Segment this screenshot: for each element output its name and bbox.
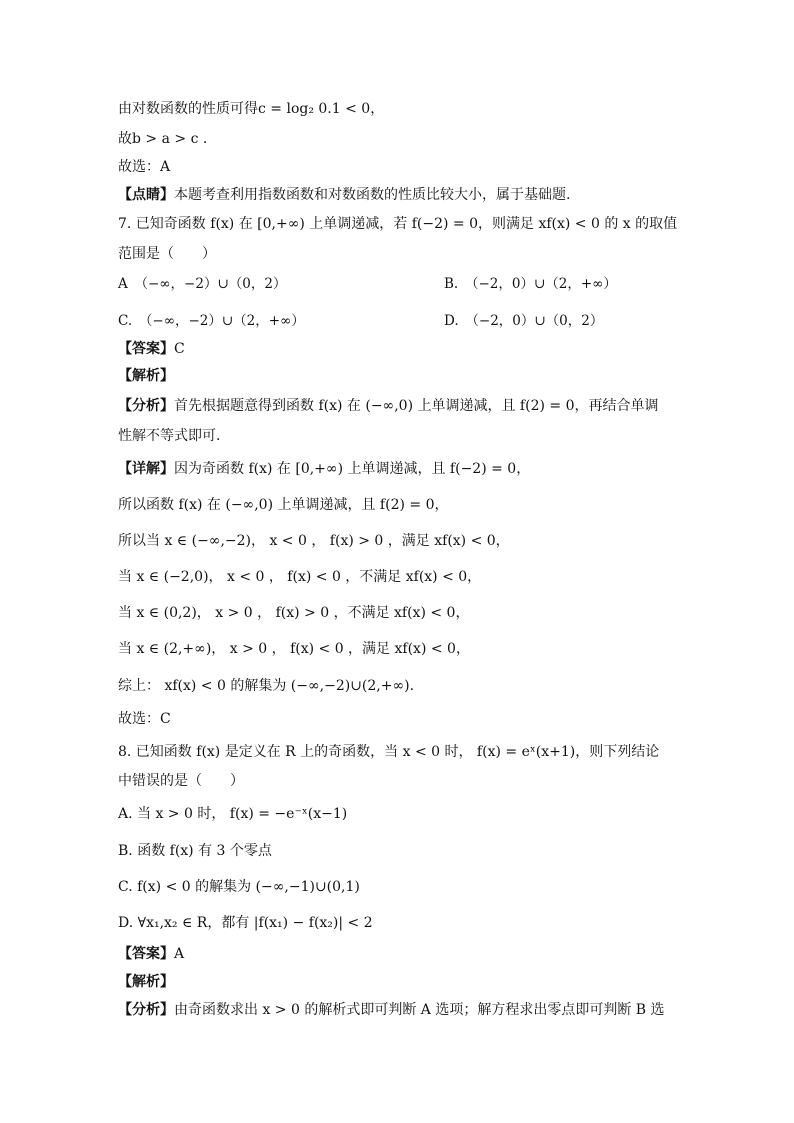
answer-line xyxy=(118,945,184,963)
analysis-text: 由奇函数求出 x > 0 的解析式即可判断 A 选项；解方程求出零点即可判断 B 选 xyxy=(174,1002,665,1018)
analysis-text: 首先根据题意得到函数 f(x) 在 (−∞,0) 上单调递减，且 f(2) = 0，再结合单调 xyxy=(174,398,659,414)
question-7-stem: 7. 已知奇函数 f(x) 在 [0,+∞) 上单调递减，若 f(−2) = 0，则满足 xf(x) < 0 的 x 的取值 xyxy=(118,216,678,232)
remark-text: 本题考查利用指数函数和对数函数的性质比较大小，属于基础题. xyxy=(174,187,571,203)
analysis-tag: 【分析】 xyxy=(118,1002,174,1018)
answer-value: A xyxy=(174,946,185,962)
question-8-stem: 8. 已知函数 f(x) 是定义在 R 上的奇函数，当 x < 0 时， f(x) = eˣ(x+1)，则下列结论 xyxy=(118,744,660,760)
answer-tag: 【答案】 xyxy=(118,946,174,962)
detail-text: 因为奇函数 f(x) 在 [0,+∞) 上单调递减，且 f(−2) = 0， xyxy=(174,461,531,477)
analysis-heading: 【解析】 xyxy=(118,974,174,990)
option-d: D. ∀x₁,x₂ ∈ R，都有 |f(x₁) − f(x₂)| < 2 xyxy=(118,915,373,931)
solution-step: 所以函数 f(x) 在 (−∞,0) 上单调递减，且 f(2) = 0， xyxy=(118,497,449,513)
option-b: B. （−2，0）∪（2，+∞） xyxy=(444,276,617,292)
question-7-stem-cont: 范围是（ ） xyxy=(118,246,216,262)
option-c: C. （−∞，−2）∪（2，+∞） xyxy=(118,313,305,329)
text-line: 故b > a > c . xyxy=(118,131,208,147)
option-c: C. f(x) < 0 的解集为 (−∞,−1)∪(0,1) xyxy=(118,879,360,895)
analysis-line xyxy=(118,397,658,415)
text-line: 故选：A xyxy=(118,159,171,175)
remark-line xyxy=(118,186,570,204)
option-b: B. 函数 f(x) 有 3 个零点 xyxy=(118,843,272,859)
analysis-line-cont: 性解不等式即可. xyxy=(118,428,221,444)
answer-tag: 【答案】 xyxy=(118,341,174,357)
question-8-stem-cont: 中错误的是（ ） xyxy=(118,773,244,789)
option-a: A. 当 x > 0 时， f(x) = −e⁻ˣ(x−1) xyxy=(118,806,348,822)
remark-tag: 【点睛】 xyxy=(118,187,174,203)
solution-step: 所以当 x ∈ (−∞,−2)， x < 0 ， f(x) > 0 ，满足 xf(x) < 0， xyxy=(118,533,510,549)
answer-value: C xyxy=(174,341,185,357)
solution-step: 当 x ∈ (−2,0)， x < 0 ， f(x) < 0 ，不满足 xf(x) < 0， xyxy=(118,569,482,585)
solution-step: 综上： xf(x) < 0 的解集为 (−∞,−2)∪(2,+∞). xyxy=(118,678,415,694)
text-line: 由对数函数的性质可得c = log₂ 0.1 < 0， xyxy=(118,101,385,117)
option-d: D. （−2，0）∪（0，2） xyxy=(444,313,604,329)
solution-step: 当 x ∈ (2,+∞)， x > 0 ， f(x) < 0 ，满足 xf(x) < 0， xyxy=(118,641,470,657)
option-a: A （−∞，−2）∪（0，2） xyxy=(118,276,287,292)
solution-step: 故选：C xyxy=(118,711,171,727)
analysis-heading: 【解析】 xyxy=(118,368,174,384)
detail-tag: 【详解】 xyxy=(118,461,174,477)
solution-step: 当 x ∈ (0,2)， x > 0 ， f(x) > 0 ，不满足 xf(x) < 0， xyxy=(118,605,470,621)
detail-line xyxy=(118,460,530,478)
analysis-tag: 【分析】 xyxy=(118,398,174,414)
answer-line xyxy=(118,340,185,358)
analysis-line xyxy=(118,1001,665,1019)
